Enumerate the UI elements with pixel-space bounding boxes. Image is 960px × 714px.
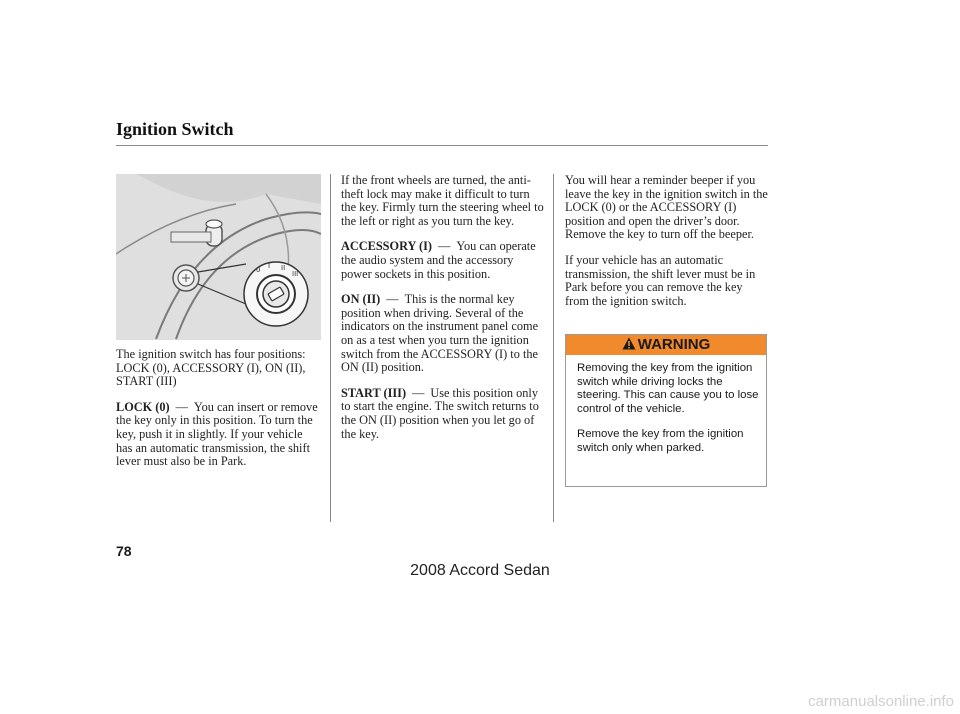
watermark: carmanualsonline.info: [808, 693, 954, 710]
warning-header: [566, 335, 766, 355]
lock-paragraph: [116, 401, 321, 469]
on-term: ON (II): [341, 292, 381, 307]
accessory-term: ACCESSORY (I): [341, 239, 433, 254]
start-text: Use this position only to start the engine. The switch returns to the ON (II) position when you let go of the key.: [341, 385, 539, 441]
column-2: [341, 174, 546, 453]
ignition-switch-figure: [116, 174, 321, 340]
accessory-paragraph: [341, 240, 546, 281]
page-number: 78: [116, 543, 132, 559]
warning-triangle-icon: [622, 337, 636, 350]
title-rule: [116, 145, 768, 146]
column-divider-1: [330, 174, 331, 522]
lock-label-3: III: [292, 270, 299, 278]
antitheft-paragraph: If the front wheels are turned, the anti-theft lock may make it difficult to turn the key. Firmly turn the steering wheel to the left or right as you turn the key.: [341, 173, 544, 228]
warning-body: [577, 362, 763, 468]
on-paragraph: [341, 293, 546, 375]
start-dash: —: [412, 385, 425, 400]
column-divider-2: [553, 174, 554, 522]
lock-term: LOCK (0): [116, 399, 170, 414]
on-text: This is the normal key position when driving. Several of the indicators on the instrument panel come on as a test when you turn the ignition switch from the ACCESSORY (I) to the ON (II) position.: [341, 292, 539, 375]
accessory-dash: —: [438, 239, 451, 254]
ignition-switch-icon: [116, 174, 321, 340]
footer-model: 2008 Accord Sedan: [410, 562, 550, 579]
intro-paragraph: The ignition switch has four positions: LOCK (0), ACCESSORY (I), ON (II), START (III): [116, 347, 306, 389]
lock-text: You can insert or remove the key only in this position. To turn the key, push it in slightly. If your vehicle has an automatic transmission, the shift lever must also be in Park.: [116, 399, 318, 469]
warning-label: WARNING: [637, 336, 711, 353]
lock-label-1: I: [268, 262, 271, 270]
lock-dash: —: [175, 399, 188, 414]
lock-label-2: II: [281, 264, 286, 272]
column-1: [116, 348, 321, 481]
beeper-paragraph: You will hear a reminder beeper if you leave the key in the ignition switch in the LOCK (0) or the ACCESSORY (I) position and open the driver’s door. Remove the key to turn off the beeper.: [565, 173, 768, 242]
column-3: [565, 174, 768, 320]
page-title: Ignition Switch: [116, 119, 234, 139]
warning-box: [565, 334, 767, 487]
start-term: START (III): [341, 385, 407, 400]
warning-text-2: Remove the key from the ignition switch only when parked.: [577, 428, 744, 454]
warning-text-1: Removing the key from the ignition switch while driving locks the steering. This can cause you to lose control of the vehicle.: [577, 362, 759, 415]
automatic-paragraph: If your vehicle has an automatic transmission, the shift lever must be in Park before you can remove the key from the ignition switch.: [565, 252, 756, 308]
start-paragraph: [341, 387, 546, 441]
lock-label-0: 0: [256, 266, 261, 274]
accessory-text: You can operate the audio system and the accessory power sockets in this position.: [341, 239, 536, 281]
on-dash: —: [386, 292, 399, 307]
